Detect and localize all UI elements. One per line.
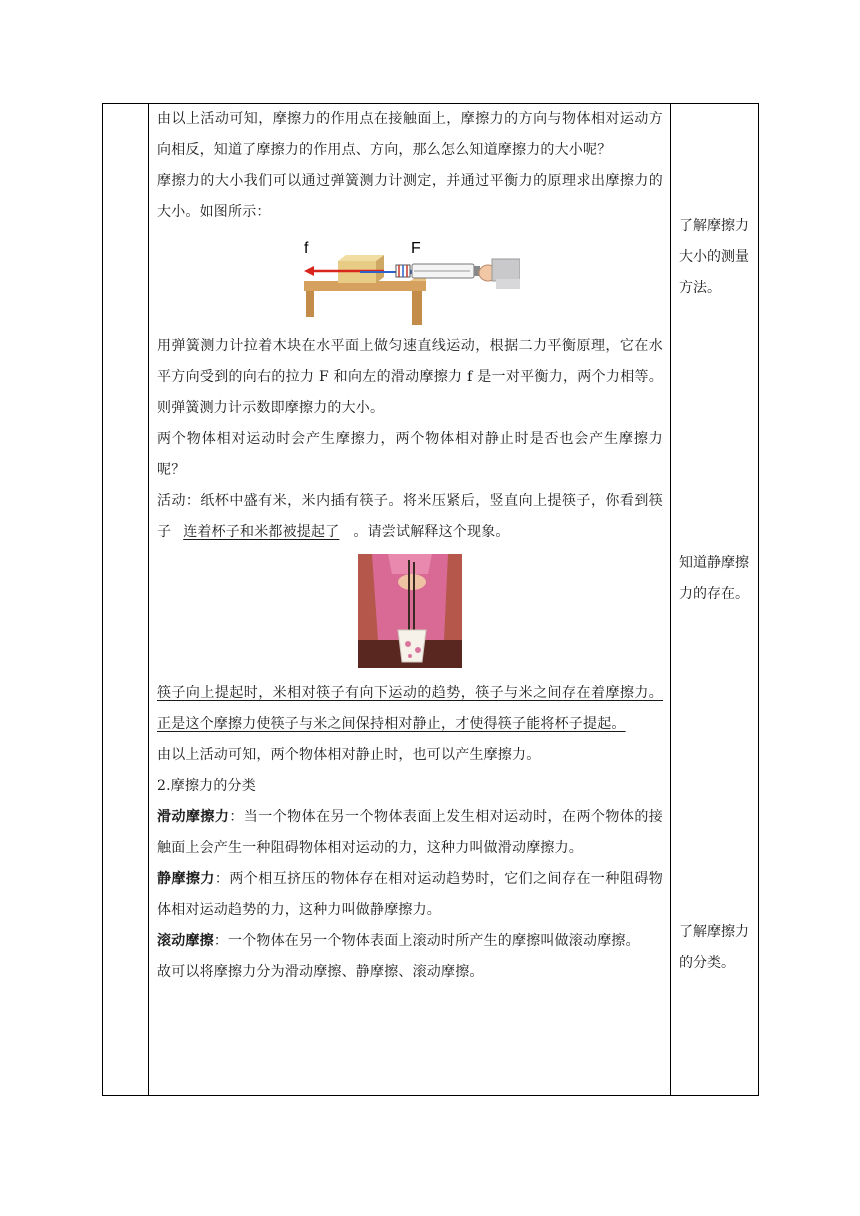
spring-scale-figure	[300, 231, 520, 327]
definition-rolling	[157, 926, 663, 957]
note-classification: 了解摩擦力的分类。	[679, 924, 749, 971]
paragraph: 两个物体相对运动时会产生摩擦力，两个物体相对静止时是否也会产生摩擦力呢？	[157, 431, 663, 478]
main-content-column	[149, 104, 670, 988]
column-divider	[670, 104, 671, 1095]
paragraph: 摩擦力的大小我们可以通过弹簧测力计测定，并通过平衡力的原理求出摩擦力的大小。如图所示：	[157, 173, 663, 220]
chopsticks-cup-photo	[358, 554, 462, 668]
definition-text: ：当一个物体在另一个物体表面上发生相对运动时，在两个物体的接触面上会产生一种阻碍物体相对运动的力，这种力叫做滑动摩擦力。	[157, 809, 664, 856]
explanation-answer: 筷子向上提起时，米相对筷子有向下运动的趋势，筷子与米之间存在着摩擦力。正是这个摩擦力使筷子与米之间保持相对静止，才使得筷子能将杯子提起。	[157, 685, 663, 732]
paragraph-text: 活动：纸杯中盛有米，米内插有筷子。将米压紧后，竖直向上提筷子，你看到筷子	[157, 493, 663, 540]
friction-label: f	[304, 240, 309, 257]
definition-static	[157, 864, 663, 926]
definition-sliding	[157, 802, 663, 864]
paragraph-text: 。请尝试解释这个现象。	[353, 524, 510, 540]
note-static-friction: 知道静摩擦力的存在。	[679, 555, 749, 602]
definition-text: ：两个相互挤压的物体存在相对运动趋势时，它们之间存在一种阻碍物体相对运动趋势的力，这种力叫做静摩擦力。	[157, 871, 663, 918]
paragraph	[157, 486, 663, 548]
section-heading: 2.摩擦力的分类	[157, 778, 256, 794]
term: 滚动摩擦	[157, 933, 214, 949]
definition-text: ：一个物体在另一个物体表面上滚动时所产生的摩擦叫做滚动摩擦。	[213, 933, 640, 949]
term: 滑动摩擦力	[157, 809, 230, 825]
paragraph: 用弹簧测力计拉着木块在水平面上做匀速直线运动，根据二力平衡原理，它在水平方向受到的向右的拉力 F 和向左的滑动摩擦力 f 是一对平衡力，两个力相等。则弹簧测力计示数即摩擦力的大小。	[157, 338, 663, 416]
lesson-table	[102, 103, 759, 1096]
term: 静摩擦力	[157, 871, 215, 887]
pull-force-label: F	[411, 240, 421, 257]
paragraph: 故可以将摩擦力分为滑动摩擦、静摩擦、滚动摩擦。	[157, 964, 484, 980]
note-measurement: 了解摩擦力大小的测量方法。	[679, 218, 749, 296]
paragraph: 由以上活动可知，摩擦力的作用点在接触面上，摩擦力的方向与物体相对运动方向相反，知道了摩擦力的作用点、方向，那么怎么知道摩擦力的大小呢？	[157, 111, 663, 158]
paragraph: 由以上活动可知，两个物体相对静止时，也可以产生摩擦力。	[157, 747, 541, 763]
fill-blank-answer: 连着杯子和米都被提起了	[183, 524, 340, 540]
